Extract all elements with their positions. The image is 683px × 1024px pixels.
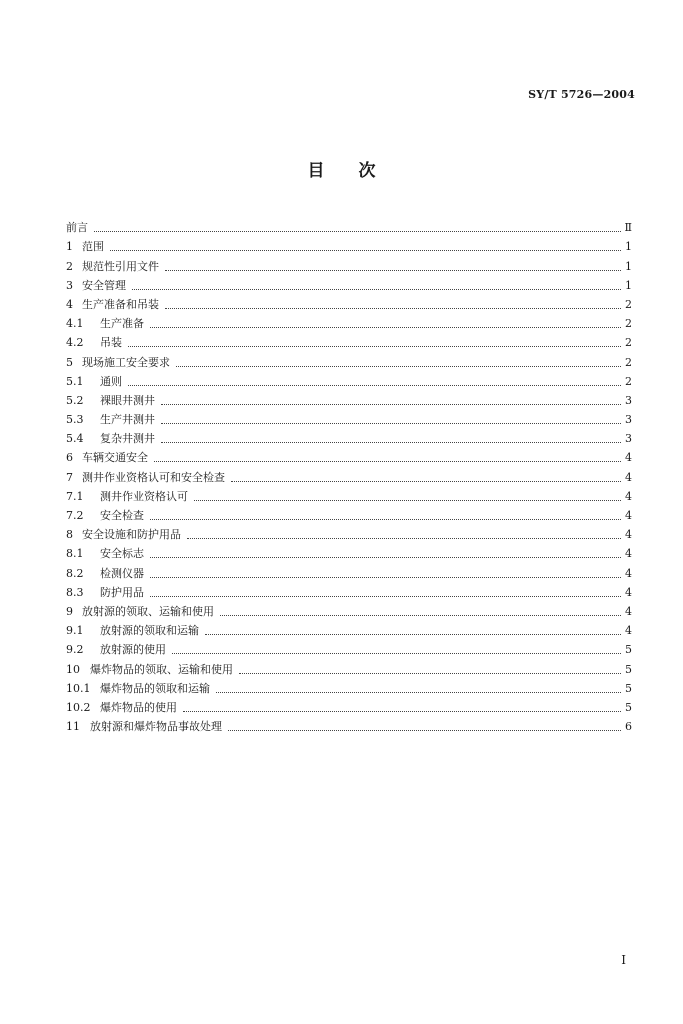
toc-section-title: 安全标志 (100, 547, 144, 561)
toc-dot-leader (187, 537, 621, 539)
toc-section-title: 放射源的领取和运输 (100, 624, 199, 638)
toc-section-title: 检测仪器 (100, 566, 144, 580)
toc-section-number: 9.2 (66, 643, 84, 657)
toc-section-number: 8.3 (66, 585, 84, 599)
toc-entry (66, 446, 632, 465)
toc-section-title: 爆炸物品的使用 (100, 700, 177, 714)
toc-page-number: 2 (625, 317, 632, 331)
toc-section-number: 6 (66, 451, 73, 465)
toc-page-number: 2 (625, 297, 632, 311)
toc-entry (66, 389, 632, 408)
toc-section-title: 放射源和爆炸物品事故处理 (90, 720, 222, 734)
toc-section-title: 生产准备 (100, 317, 144, 331)
toc-entry (66, 504, 632, 523)
toc-dot-leader (132, 288, 621, 290)
toc-section-number: 10 (66, 662, 80, 676)
toc-section-title: 前言 (66, 221, 88, 235)
toc-dot-leader (194, 499, 621, 501)
toc-entry (66, 254, 632, 273)
toc-entry (66, 600, 632, 619)
toc-dot-leader (183, 710, 621, 712)
toc-dot-leader (216, 691, 621, 693)
toc-dot-leader (165, 307, 621, 309)
toc-section-number: 2 (66, 259, 73, 273)
toc-section-number: 7.1 (66, 489, 84, 503)
toc-entry (66, 581, 632, 600)
toc-entry (66, 677, 632, 696)
toc-entry (66, 216, 632, 235)
toc-section-title: 放射源的使用 (100, 643, 166, 657)
toc-page-number: 1 (625, 240, 632, 254)
toc-dot-leader (128, 384, 621, 386)
toc-page-number: 4 (625, 509, 632, 522)
toc-section-number: 4 (66, 297, 73, 311)
toc-entry (66, 331, 632, 350)
toc-dot-leader (231, 480, 621, 482)
toc-section-number: 4.2 (66, 336, 84, 350)
toc-section-number: 5 (66, 355, 73, 369)
toc-entry (66, 561, 632, 580)
toc-entry (66, 638, 632, 657)
toc-entry (66, 350, 632, 369)
toc-section-title: 安全检查 (100, 509, 144, 522)
toc-page-number: 1 (625, 278, 632, 292)
toc-dot-leader (220, 614, 621, 616)
toc-dot-leader (161, 441, 621, 443)
page-number: Ⅰ (621, 953, 626, 967)
toc-section-number: 5.1 (66, 374, 84, 388)
toc-dot-leader (150, 518, 621, 520)
toc-entry (66, 657, 632, 676)
toc-section-title: 范围 (82, 240, 104, 254)
toc-page-number: 4 (625, 528, 632, 542)
toc-section-number: 8.1 (66, 547, 84, 561)
toc-page-number: 3 (625, 393, 632, 407)
toc-section-number: 7.2 (66, 509, 84, 522)
toc-section-title: 生产井测井 (100, 413, 155, 427)
toc-section-title: 通则 (100, 374, 122, 388)
toc-page-number: 4 (625, 624, 632, 638)
toc-entry (66, 465, 632, 484)
toc-section-title: 车辆交通安全 (82, 451, 148, 465)
toc-page-number: 4 (625, 470, 632, 484)
toc-page-number: Ⅱ (624, 221, 632, 235)
toc-section-number: 8 (66, 528, 73, 542)
toc-section-number: 9 (66, 604, 73, 618)
toc-section-title: 生产准备和吊装 (82, 297, 159, 311)
toc-section-number: 11 (66, 720, 80, 734)
toc-section-title: 测井作业资格认可和安全检查 (82, 470, 225, 484)
standard-code: SY/T 5726—2004 (528, 88, 635, 101)
toc-dot-leader (154, 460, 621, 462)
toc-section-title: 防护用品 (100, 585, 144, 599)
toc-dot-leader (165, 269, 621, 271)
toc-dot-leader (205, 633, 621, 635)
toc-page-number: 2 (625, 336, 632, 350)
toc-page-number: 2 (625, 374, 632, 388)
toc-section-number: 5.4 (66, 432, 84, 446)
toc-section-number: 7 (66, 470, 73, 484)
toc-dot-leader (110, 249, 621, 251)
toc-dot-leader (228, 729, 621, 731)
toc-dot-leader (150, 595, 621, 597)
toc-section-number: 5.3 (66, 413, 84, 427)
toc-dot-leader (161, 403, 621, 405)
toc-entry (66, 542, 632, 561)
toc-page-number: 1 (625, 259, 632, 273)
toc-entry (66, 274, 632, 293)
toc-dot-leader (150, 326, 621, 328)
toc-dot-leader (150, 576, 621, 578)
toc-page-number: 6 (625, 720, 632, 734)
toc-entry (66, 293, 632, 312)
toc-dot-leader (239, 672, 621, 674)
toc-dot-leader (128, 345, 621, 347)
toc-page-number: 5 (625, 643, 632, 657)
toc-entry (66, 408, 632, 427)
toc-section-title: 测井作业资格认可 (100, 489, 188, 503)
title-char-1: 目 (307, 161, 325, 181)
toc-entry (66, 619, 632, 638)
toc-entry (66, 235, 632, 254)
toc-section-title: 吊装 (100, 336, 122, 350)
toc-entry (66, 715, 632, 734)
toc-section-number: 8.2 (66, 566, 84, 580)
toc-section-title: 安全管理 (82, 278, 126, 292)
toc-section-title: 爆炸物品的领取、运输和使用 (90, 662, 233, 676)
toc-section-number: 3 (66, 278, 73, 292)
toc-entry (66, 312, 632, 331)
toc-page-number: 3 (625, 432, 632, 446)
table-of-contents (66, 216, 632, 734)
toc-section-number: 1 (66, 240, 73, 254)
toc-section-title: 现场施工安全要求 (82, 355, 170, 369)
toc-section-number: 10.1 (66, 681, 91, 695)
toc-section-title: 复杂井测井 (100, 432, 155, 446)
toc-dot-leader (172, 652, 621, 654)
toc-dot-leader (94, 230, 621, 232)
toc-dot-leader (176, 365, 621, 367)
toc-entry (66, 427, 632, 446)
toc-section-title: 安全设施和防护用品 (82, 528, 181, 542)
toc-page-number: 5 (625, 700, 632, 714)
toc-entry (66, 523, 632, 542)
toc-section-number: 10.2 (66, 700, 91, 714)
toc-section-number: 9.1 (66, 624, 84, 638)
toc-entry (66, 696, 632, 715)
toc-dot-leader (161, 422, 621, 424)
toc-section-number: 4.1 (66, 317, 84, 331)
page-title (0, 156, 683, 181)
toc-entry (66, 485, 632, 504)
toc-section-title: 放射源的领取、运输和使用 (82, 604, 214, 618)
toc-page-number: 2 (625, 355, 632, 369)
toc-section-number: 5.2 (66, 393, 84, 407)
toc-entry (66, 370, 632, 389)
toc-page-number: 5 (625, 681, 632, 695)
title-char-2: 次 (358, 161, 376, 181)
toc-section-title: 爆炸物品的领取和运输 (100, 681, 210, 695)
toc-page-number: 4 (625, 604, 632, 618)
toc-page-number: 4 (625, 566, 632, 580)
toc-page-number: 5 (625, 662, 632, 676)
toc-page-number: 4 (625, 489, 632, 503)
toc-page-number: 4 (625, 585, 632, 599)
toc-page-number: 4 (625, 451, 632, 465)
toc-section-title: 裸眼井测井 (100, 393, 155, 407)
toc-page-number: 3 (625, 413, 632, 427)
toc-dot-leader (150, 556, 621, 558)
toc-section-title: 规范性引用文件 (82, 259, 159, 273)
toc-page-number: 4 (625, 547, 632, 561)
